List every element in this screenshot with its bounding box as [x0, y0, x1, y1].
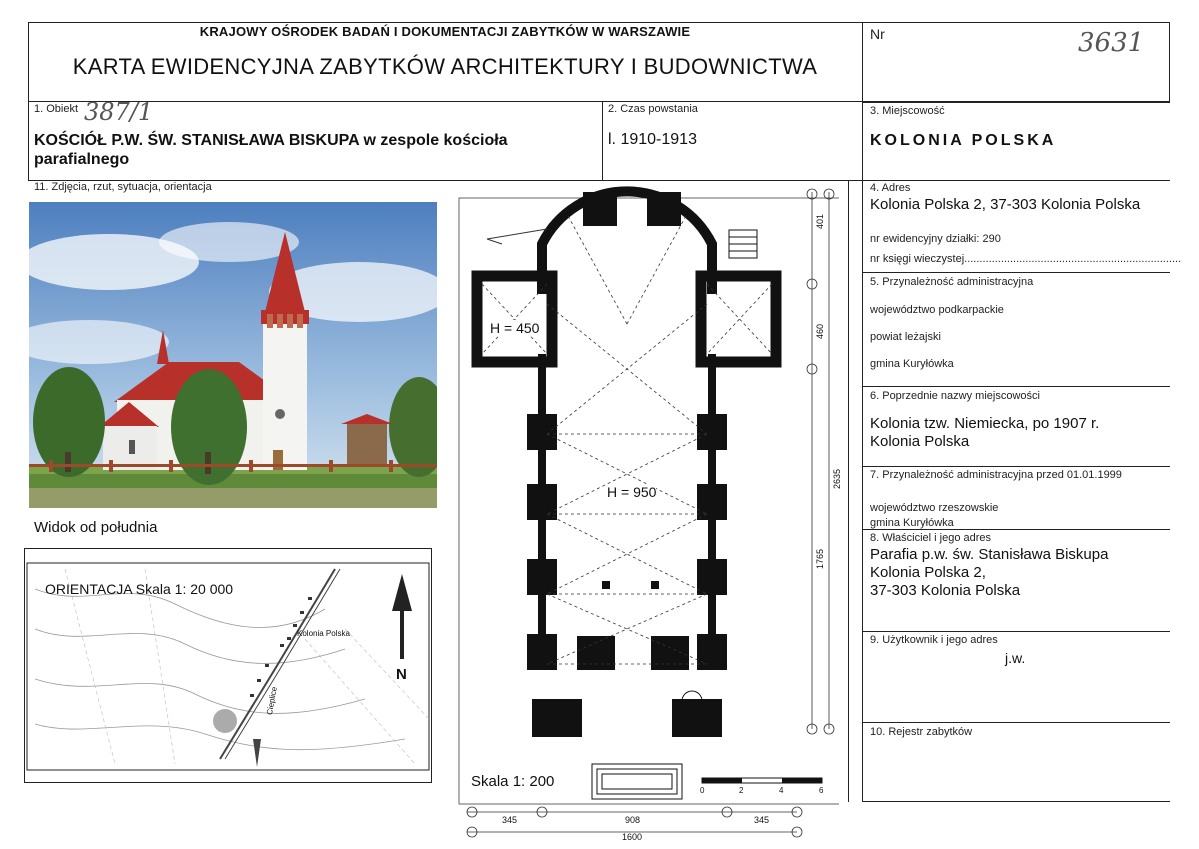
poprzednie-label: 6. Poprzednie nazwy miejscowości [870, 390, 1040, 402]
obiekt-name [34, 131, 594, 169]
wlasciciel-label: 8. Właściciel i jego adres [870, 532, 992, 544]
institution-name: KRAJOWY OŚRODEK BADAŃ I DOKUMENTACJI ZABYTKÓW W WARSZAWIE [199, 24, 691, 39]
uzytkownik-label: 9. Użytkownik i jego adres [870, 634, 998, 646]
nr-value-handwritten: 3631 [1078, 28, 1145, 58]
poprzednie-nazwa-1: Kolonia tzw. Niemiecka, po 1907 r. [870, 415, 1100, 432]
north-label: N [396, 666, 407, 683]
adres-label: 4. Adres [870, 182, 911, 194]
wlasciciel-line-3: 37-303 Kolonia Polska [870, 582, 1021, 599]
floor-plan [457, 184, 842, 844]
przed1999-label: 7. Przynależność administracyjna przed 01.01.1999 [870, 469, 1122, 481]
photo-caption: Widok od południa [34, 519, 158, 536]
plan-height-label-2: H = 950 [607, 484, 657, 500]
scale-tick-6: 6 [819, 786, 824, 795]
zdjecia-label: 11. Zdjęcia, rzut, sytuacja, orientacja [34, 181, 212, 193]
miejscowosc-label: 3. Miejscowość [870, 105, 945, 117]
nr-label: Nr [870, 26, 885, 42]
adres-value: Kolonia Polska 2, 37-303 Kolonia Polska [870, 196, 1141, 213]
scale-tick-2: 2 [739, 786, 744, 795]
wojewodztwo-value: województwo podkarpackie [870, 304, 1004, 316]
map-title: ORIENTACJA Skala 1: 20 000 [45, 581, 234, 597]
dim-right-1765: 1765 [815, 548, 825, 569]
czas-value: l. 1910-1913 [608, 131, 697, 148]
dim-bottom-345-left: 345 [502, 815, 518, 825]
plan-height-label-1: H = 450 [490, 320, 540, 336]
miejscowosc-value: KOLONIA POLSKA [870, 132, 1057, 149]
scale-tick-0: 0 [700, 786, 705, 795]
poprzednie-nazwa-2: Kolonia Polska [870, 433, 970, 450]
card-title: KARTA EWIDENCYJNA ZABYTKÓW ARCHITEKTURY I BUDOWNICTWA [72, 54, 818, 79]
czas-label: 2. Czas powstania [608, 103, 698, 115]
obiekt-label: 1. Obiekt [34, 103, 79, 115]
powiat-value: powiat leżajski [870, 331, 941, 343]
church-photo [29, 202, 437, 508]
obiekt-name-main: KOŚCIÓŁ P.W. ŚW. STANISŁAWA BISKUPA [34, 132, 360, 149]
dim-right-401: 401 [815, 213, 825, 229]
map-road-label: Cieplice [265, 685, 279, 716]
dim-bottom-1600: 1600 [622, 832, 643, 842]
obiekt-handwritten-number: 387/1 [84, 98, 154, 126]
rejestr-label: 10. Rejestr zabytków [870, 726, 973, 738]
dim-bottom-908: 908 [625, 815, 641, 825]
wlasciciel-line-1: Parafia p.w. św. Stanisława Biskupa [870, 546, 1109, 563]
gmina-value: gmina Kuryłówka [870, 358, 954, 370]
przed1999-gmina: gmina Kuryłówka [870, 517, 954, 529]
orientation-map [24, 548, 432, 783]
plan-scale-label: Skala 1: 200 [471, 773, 555, 790]
ksiega-wieczysta: nr księgi wieczystej....................................................................... [870, 253, 1182, 265]
obiekt-name-rest: w zespole kościoła parafialnego [34, 132, 508, 168]
dim-right-2635: 2635 [832, 468, 842, 489]
przed1999-wojewodztwo: województwo rzeszowskie [870, 502, 999, 514]
dim-bottom-345-right: 345 [754, 815, 770, 825]
przynaleznosc-label: 5. Przynależność administracyjna [870, 276, 1034, 288]
wlasciciel-line-2: Kolonia Polska 2, [870, 564, 986, 581]
uzytkownik-value: j.w. [1005, 650, 1026, 666]
dzialka-number: nr ewidencyjny działki: 290 [870, 233, 1001, 245]
dim-right-460: 460 [815, 323, 825, 339]
map-place-label: Kolonia Polska [297, 629, 350, 638]
scale-tick-4: 4 [779, 786, 784, 795]
